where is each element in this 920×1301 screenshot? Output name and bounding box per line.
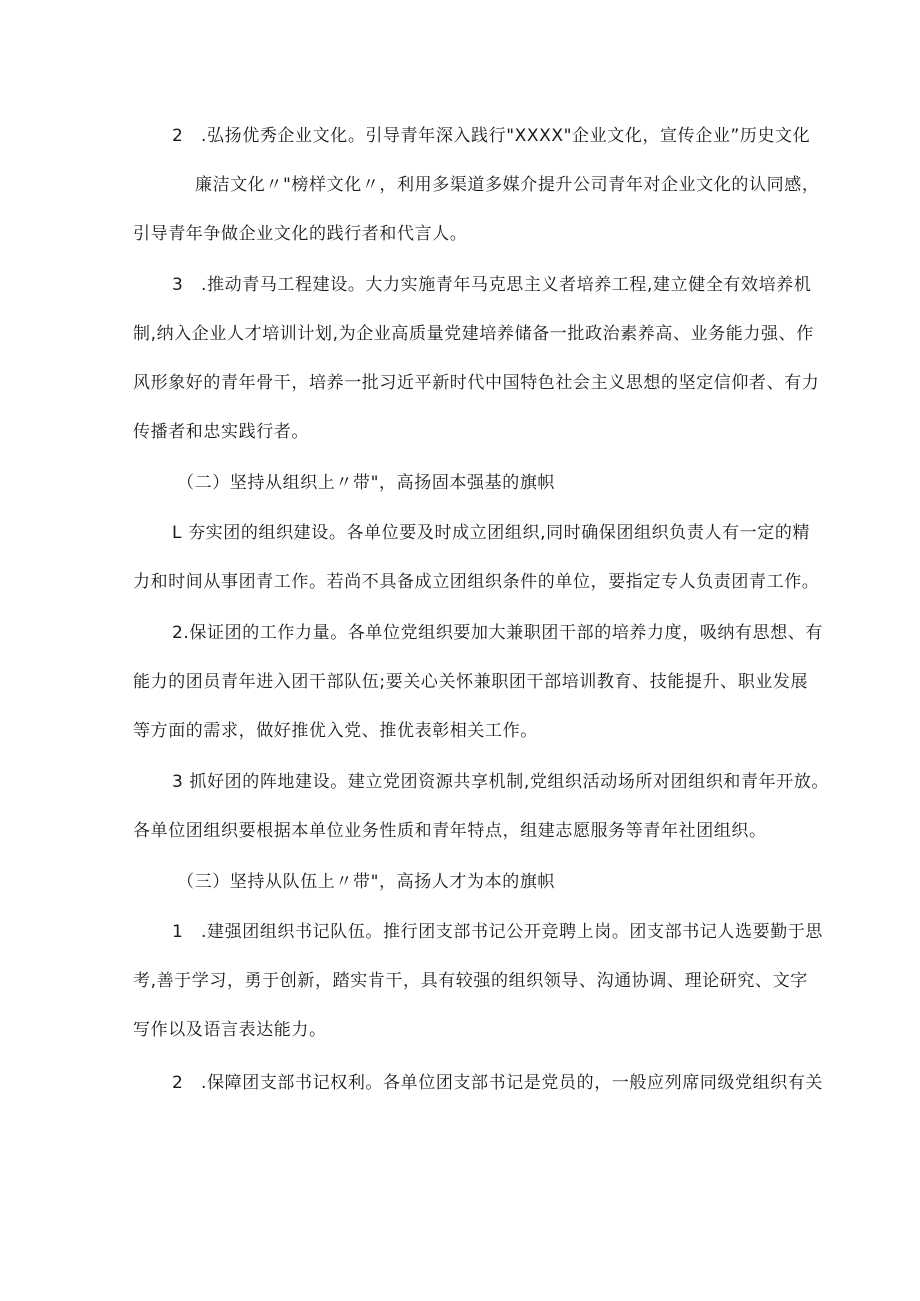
para-work-force-line-2: 能力的团员青年进入团干部队伍;要关心关怀兼职团干部培训教育、技能提升、职业发展 <box>133 672 809 692</box>
para-org-build-line-2: 力和时间从事团青工作。若尚不具备成立团组织条件的单位，要指定专人负责团青工作。 <box>133 572 820 592</box>
para-qingma-line-2: 制,纳入企业人才培训计划,为企业高质量党建培养储备一批政治素养高、业务能力强、作 <box>133 324 814 344</box>
para-secretary-team-line-3: 写作以及语言表达能力。 <box>133 1020 327 1040</box>
para-base-build-line-1: 3 抓好团的阵地建设。建立党团资源共享机制,党组织活动场所对团组织和青年开放。 <box>172 772 830 792</box>
section-heading-2: （二）坚持从组织上〃带"，高扬固本强基的旗帜 <box>177 473 556 493</box>
para-base-build-line-2: 各单位团组织要根据本单位业务性质和青年特点，组建志愿服务等青年社团组织。 <box>133 821 767 841</box>
para-qingma-line-4: 传播者和忠实践行者。 <box>133 422 309 442</box>
para-culture-line-3: 引导青年争做企业文化的践行者和代言人。 <box>133 224 468 244</box>
para-qingma-line-3: 风形象好的青年骨干，培养一批习近平新时代中国特色社会主义思想的坚定信仰者、有力 <box>133 373 820 393</box>
para-secretary-rights-line-1: 2 .保障团支部书记权利。各单位团支部书记是党员的，一般应列席同级党组织有关 <box>172 1073 824 1093</box>
para-secretary-team-line-2: 考,善于学习，勇于创新，踏实肯干，具有较强的组织领导、沟通协调、理论研究、文字 <box>133 971 808 991</box>
para-culture-line-1: 2 .弘扬优秀企业文化。引导青年深入践行"XXXX"企业文化，宣传企业”历史文化 <box>172 126 811 146</box>
para-secretary-team-line-1: 1 .建强团组织书记队伍。推行团支部书记公开竞聘上岗。团支部书记人选要勤于思 <box>172 922 824 942</box>
para-culture-line-2: 廉洁文化〃"榜样文化〃，利用多渠道多媒介提升公司青年对企业文化的认同感， <box>195 175 820 195</box>
para-qingma-line-1: 3 .推动青马工程建设。大力实施青年马克思主义者培养工程,建立健全有效培养机 <box>172 275 812 295</box>
para-work-force-line-3: 等方面的需求，做好推优入党、推优表彰相关工作。 <box>133 721 538 741</box>
para-work-force-line-1: 2.保证团的工作力量。各单位党组织要加大兼职团干部的培养力度，吸纳有思想、有 <box>172 623 824 643</box>
section-heading-3: （三）坚持从队伍上〃带"，高扬人才为本的旗帜 <box>177 872 556 892</box>
para-org-build-line-1: L 夯实团的组织建设。各单位要及时成立团组织,同时确保团组织负责人有一定的精 <box>172 523 811 543</box>
